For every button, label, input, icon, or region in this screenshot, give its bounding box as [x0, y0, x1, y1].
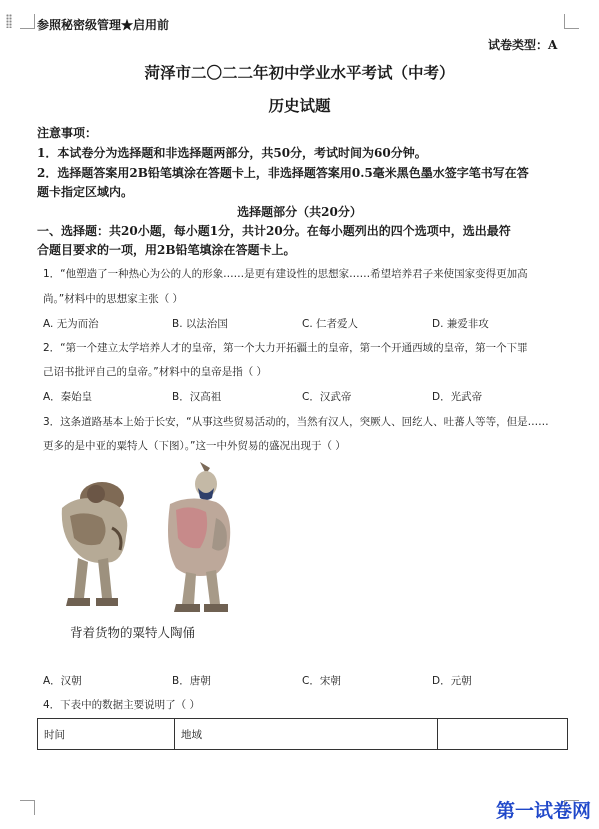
q1-option-b: B. 以法治国 [172, 318, 228, 330]
section-title: 选择题部分（共20分） [237, 205, 362, 219]
table-header-cell [438, 719, 568, 750]
secrecy-label: 参照秘密级管理★启用前 [37, 18, 170, 32]
sogdian-figurines-image [40, 458, 250, 618]
right-figurine [168, 462, 230, 612]
page-corner-mark [20, 800, 35, 815]
q2-option-a: A．秦始皇 [43, 391, 93, 403]
q1-option-a: A. 无为而治 [43, 318, 99, 330]
table-header-cell: 时间 [38, 719, 175, 750]
exam-title: 菏泽市二〇二二年初中学业水平考试（中考） [144, 63, 455, 82]
question-1-text: 1．“他塑造了一种热心为公的人的形象……是更有建设性的思想家……希望培养君子来使国家变得更加高 [43, 268, 528, 280]
paper-type-label: 试卷类型：A [488, 38, 558, 52]
q3-option-c: C．宋朝 [302, 675, 341, 687]
note-line: 2．选择题答案用2B铅笔填涂在答题卡上，非选择题答案用0.5毫米黑色墨水签字笔书写在答 [37, 166, 529, 180]
q2-option-b: B．汉高祖 [172, 391, 222, 403]
q2-option-d: D．光武帝 [432, 391, 483, 403]
drag-handle-icon[interactable] [6, 14, 12, 28]
site-watermark: 第一试卷网 [495, 800, 591, 822]
question-1-text: 尚。”材料中的思想家主张（ ） [43, 293, 184, 305]
q3-option-a: A．汉朝 [43, 675, 82, 687]
data-table [37, 718, 568, 750]
question-4-text: 4．下表中的数据主要说明了（ ） [43, 699, 201, 711]
table-header-cell: 地域 [175, 719, 438, 750]
page-corner-mark [20, 14, 35, 29]
section-instruction: 一、选择题：共20小题，每小题1分，共计20分。在每小题列出的四个选项中，选出最符 [37, 224, 511, 238]
notes-heading: 注意事项： [37, 126, 98, 140]
q1-option-d: D. 兼爱非攻 [432, 318, 489, 330]
q3-option-d: D．元朝 [432, 675, 472, 687]
note-line: 题卡指定区域内。 [37, 185, 134, 199]
note-line: 1．本试卷分为选择题和非选择题两部分，共50分，考试时间为60分钟。 [37, 146, 427, 160]
image-caption: 背着货物的粟特人陶俑 [70, 625, 196, 640]
exam-subtitle: 历史试题 [268, 96, 331, 115]
q3-option-b: B．唐朝 [172, 675, 211, 687]
question-2-text: 2．“第一个建立太学培养人才的皇帝，第一个大力开拓疆土的皇帝，第一个开通西域的皇帝，第一个下罪 [43, 342, 528, 354]
page-corner-mark [564, 14, 579, 29]
question-2-text: 己诏书批评自己的皇帝。”材料中的皇帝是指（ ） [43, 366, 268, 378]
left-figurine [62, 482, 127, 606]
question-3-text: 3．这条道路基本上始于长安，“从事这些贸易活动的，当然有汉人，突厥人、回纥人、吐蕃人等等，但是…… [43, 416, 549, 428]
table-row [38, 719, 568, 750]
q2-option-c: C．汉武帝 [302, 391, 352, 403]
section-instruction: 合题目要求的一项，用2B铅笔填涂在答题卡上。 [37, 243, 296, 257]
question-3-text: 更多的是中亚的粟特人（下图）。”这一中外贸易的盛况出现于（ ） [43, 440, 346, 452]
q1-option-c: C. 仁者爱人 [302, 318, 359, 330]
